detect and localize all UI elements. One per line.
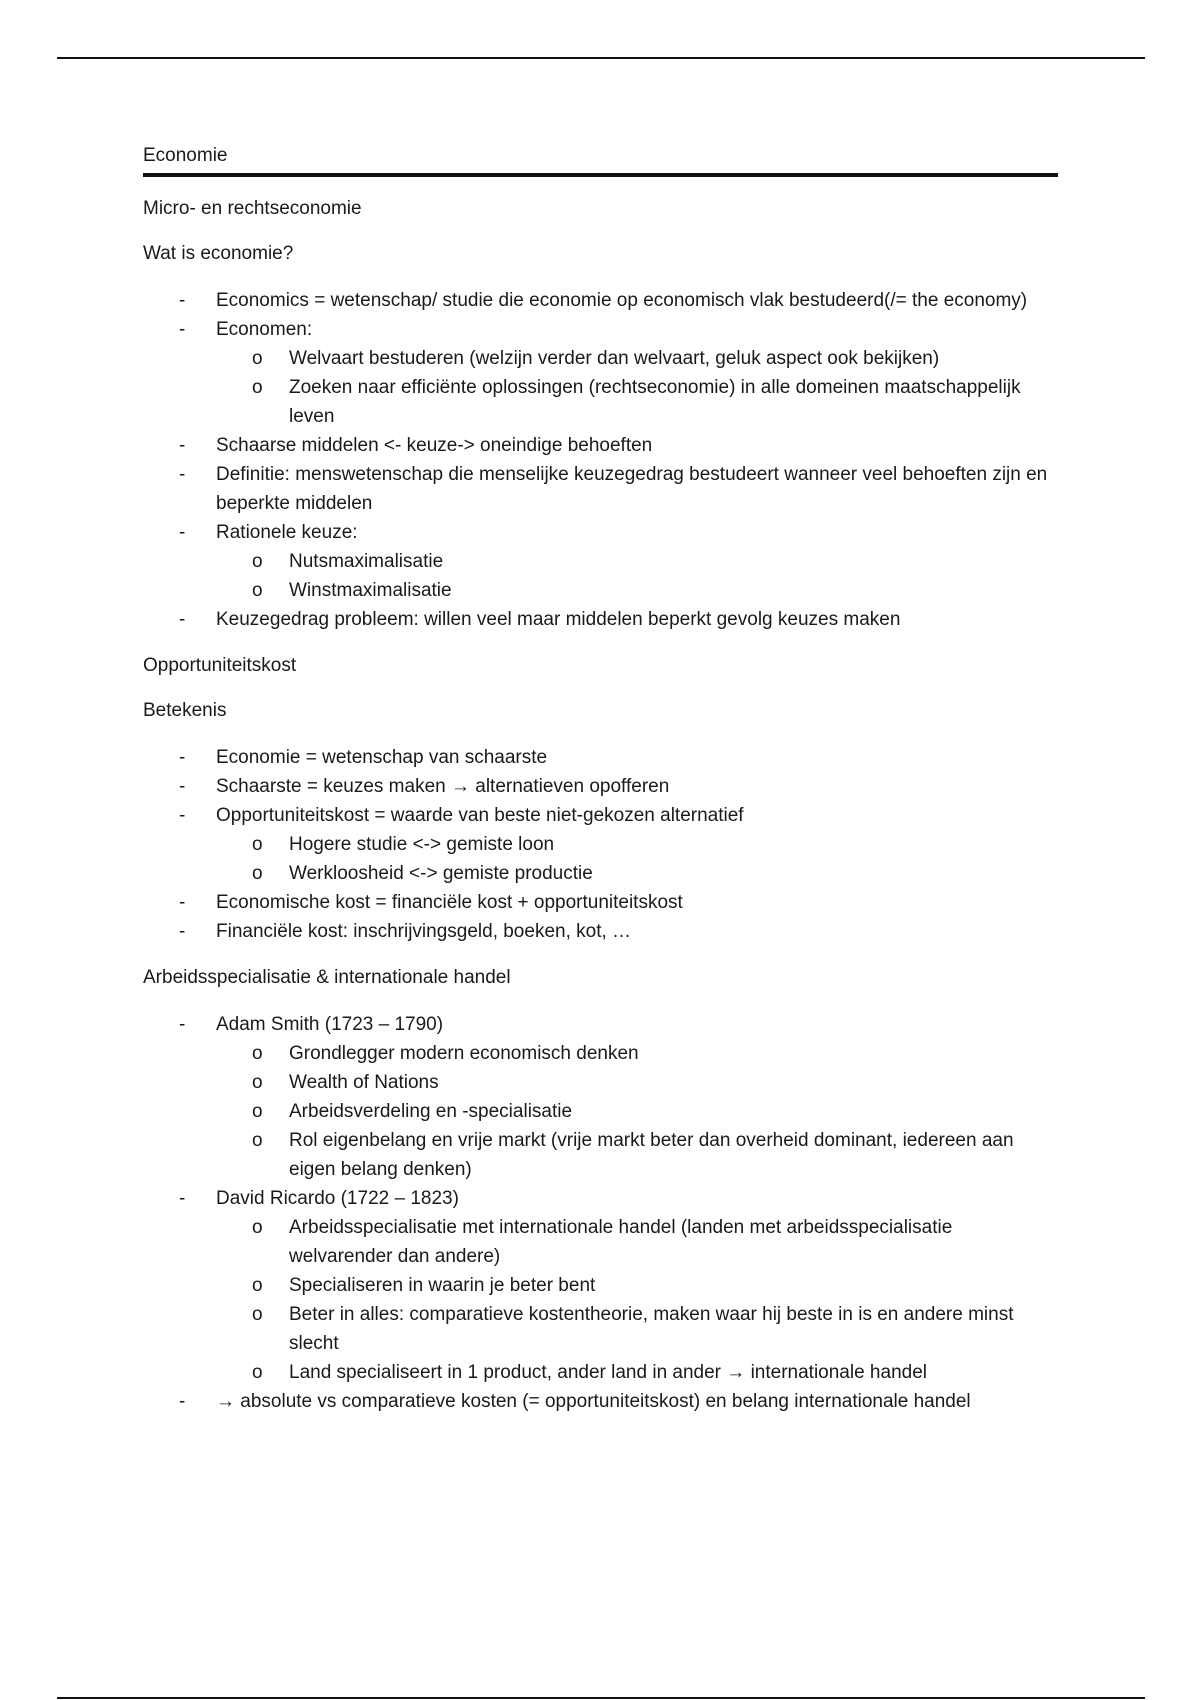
bullet-list	[143, 286, 1058, 634]
bullet-dash: -	[179, 1391, 186, 1412]
sub-list-item: o Beter in alles: comparatieve kostentheorie, maken waar hij beste in is en andere minst slecht	[216, 1300, 1058, 1358]
list-item: - Economen: o Welvaart bestuderen (welzijn verder dan welvaart, geluk aspect ook bekijken) o Zoeken naar efficiënte oplossingen (rechtseconomie) in alle domeinen maatschappelijk leven	[143, 315, 1058, 431]
bullet-circle: o	[252, 1072, 263, 1093]
list-item: - Economische kost = financiële kost + opportuniteitskost	[143, 888, 1058, 917]
bullet-dash: -	[179, 464, 186, 485]
footer-rule	[57, 1697, 1145, 1699]
bullet-dash: -	[179, 892, 186, 913]
bullet-dash: -	[179, 290, 186, 311]
list-item: - Rationele keuze: o Nutsmaximalisatie o Winstmaximalisatie	[143, 518, 1058, 605]
bullet-circle: o	[252, 863, 263, 884]
bullet-circle: o	[252, 1275, 263, 1296]
sub-list-item: o Hogere studie <-> gemiste loon	[216, 830, 1058, 859]
bullet-circle: o	[252, 580, 263, 601]
bullet-dash: -	[179, 1014, 186, 1035]
bullet-circle: o	[252, 1043, 263, 1064]
sub-list-item: o Zoeken naar efficiënte oplossingen (rechtseconomie) in alle domeinen maatschappelijk leven	[216, 373, 1058, 431]
bullet-circle: o	[252, 1362, 263, 1383]
list-item: - Economie = wetenschap van schaarste	[143, 743, 1058, 772]
sub-list	[216, 830, 1058, 888]
list-item: - Schaarste = keuzes maken → alternatieven opofferen	[143, 772, 1058, 801]
sub-list-item: o Nutsmaximalisatie	[216, 547, 1058, 576]
document-title: Economie	[143, 143, 1058, 177]
sub-list-item: o Arbeidsverdeling en -specialisatie	[216, 1097, 1058, 1126]
bullet-dash: -	[179, 776, 186, 797]
section-heading: Opportuniteitskost	[143, 655, 297, 676]
sub-list-item: o Arbeidsspecialisatie met internationale handel (landen met arbeidsspecialisatie welvarender dan andere)	[216, 1213, 1058, 1271]
bullet-dash: -	[179, 747, 186, 768]
sub-list-item: o Specialiseren in waarin je beter bent	[216, 1271, 1058, 1300]
list-item: - → absolute vs comparatieve kosten (= opportuniteitskost) en belang internationale handel	[143, 1387, 1058, 1416]
sub-list-item: o Welvaart bestuderen (welzijn verder dan welvaart, geluk aspect ook bekijken)	[216, 344, 1058, 373]
bullet-circle: o	[252, 1130, 263, 1151]
document-body	[143, 143, 1058, 1416]
bullet-dash: -	[179, 805, 186, 826]
list-item: - Economics = wetenschap/ studie die economie op economisch vlak bestudeerd(/= the economy)	[143, 286, 1058, 315]
bullet-list	[143, 743, 1058, 946]
section-heading: Wat is economie?	[143, 243, 294, 264]
subtitle: Micro- en rechtseconomie	[143, 198, 362, 219]
bullet-circle: o	[252, 348, 263, 369]
bullet-dash: -	[179, 522, 186, 543]
bullet-circle: o	[252, 377, 263, 398]
sub-list-item: o Land specialiseert in 1 product, ander land in ander → internationale handel	[216, 1358, 1058, 1387]
bullet-circle: o	[252, 1217, 263, 1238]
section-subheading: Betekenis	[143, 700, 227, 721]
header-rule	[57, 57, 1145, 59]
list-item: - Schaarse middelen <- keuze-> oneindige behoeften	[143, 431, 1058, 460]
sub-list	[216, 344, 1058, 431]
bullet-dash: -	[179, 1188, 186, 1209]
sub-list-item: o Winstmaximalisatie	[216, 576, 1058, 605]
list-item: - Keuzegedrag probleem: willen veel maar middelen beperkt gevolg keuzes maken	[143, 605, 1058, 634]
sub-list-item: o Grondlegger modern economisch denken	[216, 1039, 1058, 1068]
bullet-dash: -	[179, 609, 186, 630]
list-item: - Definitie: menswetenschap die menselijke keuzegedrag bestudeert wanneer veel behoeften zijn en beperkte middelen	[143, 460, 1058, 518]
bullet-circle: o	[252, 551, 263, 572]
bullet-circle: o	[252, 834, 263, 855]
section-heading: Arbeidsspecialisatie & internationale handel	[143, 967, 511, 988]
sub-list	[216, 547, 1058, 605]
bullet-dash: -	[179, 319, 186, 340]
sub-list-item: o Wealth of Nations	[216, 1068, 1058, 1097]
bullet-list	[143, 1010, 1058, 1416]
list-item: - Financiële kost: inschrijvingsgeld, boeken, kot, …	[143, 917, 1058, 946]
sub-list-item: o Rol eigenbelang en vrije markt (vrije markt beter dan overheid dominant, iedereen aan eigen belang denken)	[216, 1126, 1058, 1184]
list-item: - Opportuniteitskost = waarde van beste niet-gekozen alternatief o Hogere studie <-> gemiste loon o Werkloosheid <-> gemiste productie	[143, 801, 1058, 888]
sub-list	[216, 1039, 1058, 1184]
bullet-circle: o	[252, 1101, 263, 1122]
list-item: - Adam Smith (1723 – 1790) o Grondlegger modern economisch denken o Wealth of Nations o Arbeidsverdeling en -specialisatie o Rol eigenbelang en vrije markt (vrije markt beter dan overheid dominant, iedereen aan eigen belang denken)	[143, 1010, 1058, 1184]
bullet-circle: o	[252, 1304, 263, 1325]
bullet-dash: -	[179, 921, 186, 942]
sub-list-item: o Werkloosheid <-> gemiste productie	[216, 859, 1058, 888]
bullet-dash: -	[179, 435, 186, 456]
sub-list	[216, 1213, 1058, 1387]
list-item: - David Ricardo (1722 – 1823) o Arbeidsspecialisatie met internationale handel (landen met arbeidsspecialisatie welvarender dan andere) o Specialiseren in waarin je beter bent o Beter in alles: comparatieve kostentheorie, maken waar hij beste in is en andere minst slecht o Land specialiseert in 1 product, ander land in ander → internationale handel	[143, 1184, 1058, 1387]
